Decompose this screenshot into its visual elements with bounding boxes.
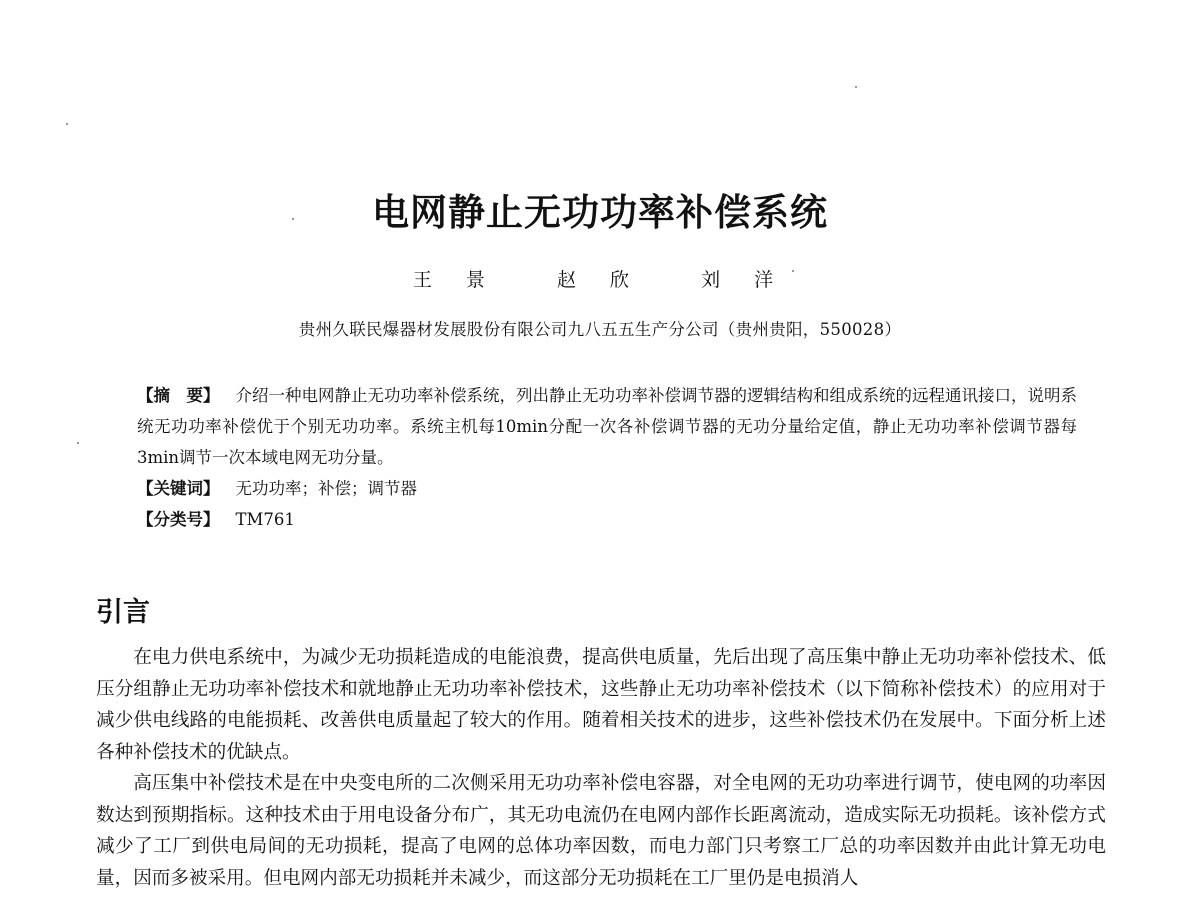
scan-speck — [77, 442, 79, 444]
author-list — [0, 265, 1200, 292]
classification-text: TM761 — [235, 510, 295, 529]
section-body — [96, 642, 1106, 894]
keywords-text: 无功功率；补偿；调节器 — [235, 479, 417, 498]
scan-speck — [66, 123, 68, 125]
author-affiliation: 贵州久联民爆器材发展股份有限公司九八五五生产分公司（贵州贵阳，550028） — [298, 320, 902, 339]
abstract-paragraph — [137, 380, 1077, 473]
body-paragraph: 在电力供电系统中，为减少无功损耗造成的电能浪费，提高供电质量，先后出现了高压集中静止无功功率补偿技术、低压分组静止无功功率补偿技术和就地静止无功功率补偿技术，这些静止无功功率补偿技术（以下简称补偿技术）的应用对于减少供电线路的电能损耗、改善供电质量起了较大的作用。随着相关技术的进步，这些补偿技术仍在发展中。下面分析上述各种补偿技术的优缺点。 — [96, 647, 1106, 763]
abstract-block — [137, 380, 1077, 535]
keywords-tag: 【关键词】 — [137, 479, 220, 498]
classification-tag: 【分类号】 — [137, 510, 220, 529]
section-heading: 引言 — [96, 597, 150, 628]
paper-title: 电网静止无功功率补偿系统 — [372, 191, 828, 234]
author-name: 赵 欣 — [556, 269, 644, 291]
author-name: 王 景 — [412, 269, 499, 291]
abstract-text: 介绍一种电网静止无功功率补偿系统，列出静止无功功率补偿调节器的逻辑结构和组成系统的远程通讯接口，说明系统无功功率补偿优于个别无功功率。系统主机每10min分配一次各补偿调节器的无功分量给定值，静止无功功率补偿调节器每3min调节一次本域电网无功分量。 — [137, 386, 1077, 467]
keywords-line — [137, 473, 1077, 504]
scan-speck — [855, 86, 857, 88]
classification-line — [137, 504, 1077, 535]
abstract-tag: 【摘 要】 — [137, 386, 220, 405]
body-paragraph: 高压集中补偿技术是在中央变电所的二次侧采用无功功率补偿电容器，对全电网的无功功率进行调节，使电网的功率因数达到预期指标。这种技术由于用电设备分布广，其无功电流仍在电网内部作长距离流动，造成实际无功损耗。该补偿方式减少了工厂到供电局间的无功损耗，提高了电网的总体功率因数，而电力部门只考察工厂总的功率因数并由此计算无功电量，因而多被采用。但电网内部无功损耗并未减少，而这部分无功损耗在工厂里仍是电损消人 — [96, 773, 1106, 889]
author-name: 刘 洋 — [701, 269, 788, 291]
